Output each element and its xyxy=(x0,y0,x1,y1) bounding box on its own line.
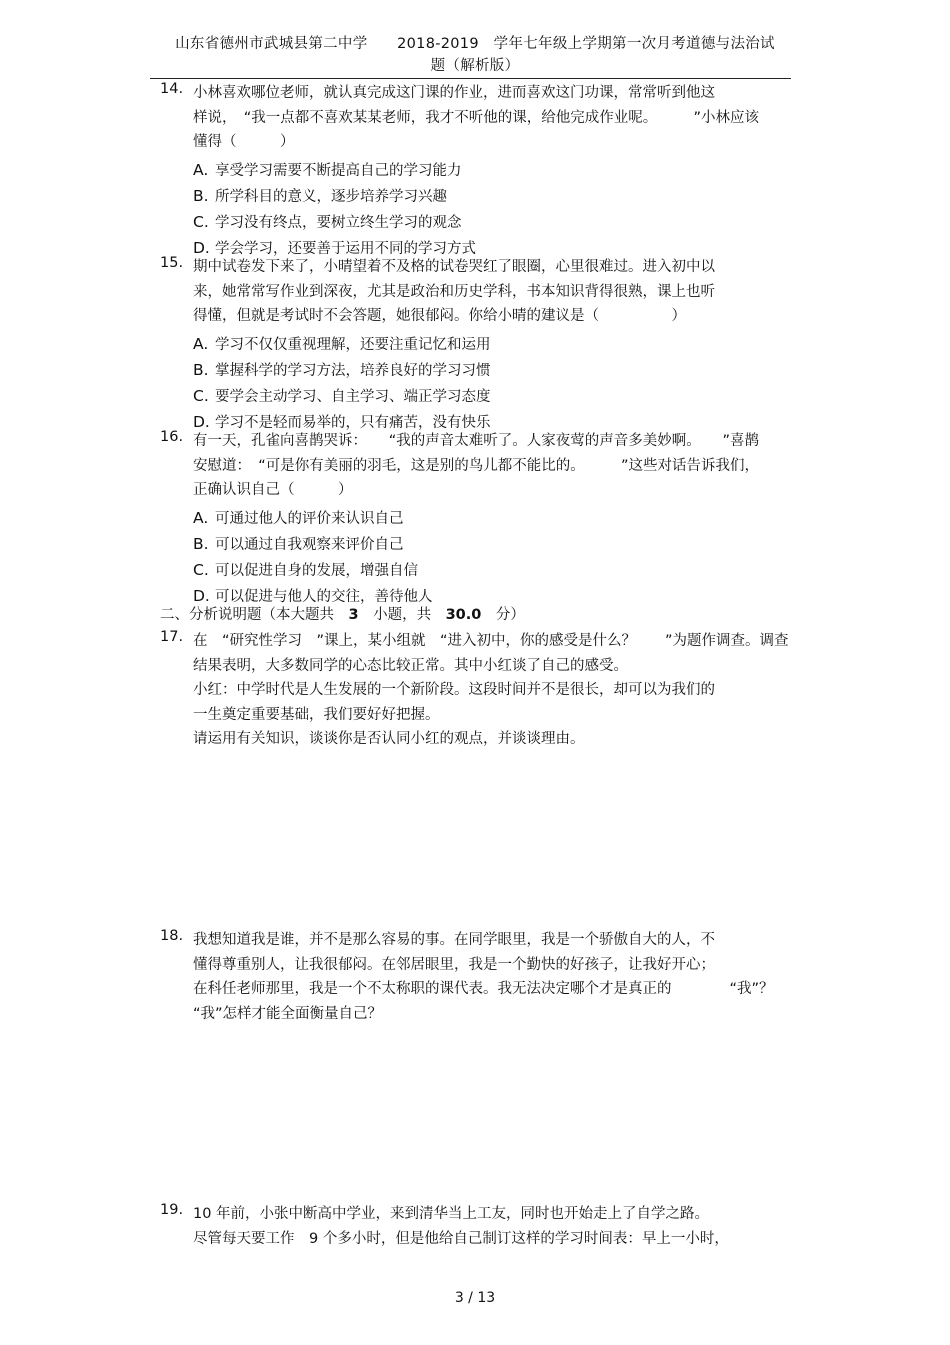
section-prefix: 二、分析说明题（本大题共 xyxy=(160,607,349,623)
option-text: 学习不仅仅重视理解，还要注重记忆和运用 xyxy=(215,336,491,353)
question-text-line: 小林喜欢哪位老师，就认真完成这门课的作业，进而喜欢这门功课，常常听到他这 xyxy=(193,85,715,101)
question-text-line: 懂得（ ） xyxy=(193,134,295,150)
question-text-line: “我”怎样才能全面衡量自己？ xyxy=(193,1005,383,1022)
option-text: 学会学习，还要善于运用不同的学习方式 xyxy=(215,240,476,257)
option-letter: A. xyxy=(193,508,209,527)
option-letter: C. xyxy=(193,560,209,579)
option-text: 可以促进自身的发展，增强自信 xyxy=(215,562,418,579)
page-header xyxy=(150,33,800,77)
option-c xyxy=(193,210,800,236)
question-text-line: 安慰道： “可是你有美丽的羽毛，这是别的鸟儿都不能比的。 ”这些对话告诉我们， xyxy=(193,457,760,474)
question-19 xyxy=(160,1202,800,1251)
option-a xyxy=(193,158,800,184)
question-text-line: 有一天，孔雀向喜鹊哭诉： “我的声音太难听了。人家夜莺的声音多美妙啊。 ”喜鹊 xyxy=(193,433,760,449)
option-text: 所学科目的意义，逐步培养学习兴趣 xyxy=(215,188,447,205)
question-text-line: 样说， “我一点都不喜欢某某老师，我才不听他的课，给他完成作业呢。 ”小林应该 xyxy=(193,109,760,126)
option-letter: A. xyxy=(193,334,209,353)
option-letter: D. xyxy=(193,586,210,605)
option-c xyxy=(193,384,800,410)
question-text-line: 期中试卷发下来了，小晴望着不及格的试卷哭红了眼圈，心里很难过。进入初中以 xyxy=(193,259,715,275)
question-number: 14. xyxy=(160,81,184,97)
section-heading xyxy=(160,603,525,627)
question-15 xyxy=(160,255,800,436)
option-text: 学习没有终点，要树立终生学习的观念 xyxy=(215,214,462,231)
option-text: 学习不是轻而易举的，只有痛苦，没有快乐 xyxy=(215,414,491,431)
question-number: 16. xyxy=(160,429,184,445)
option-text: 可以促进与他人的交往，善待他人 xyxy=(215,588,433,605)
option-list xyxy=(193,506,800,610)
question-text-line: 在科任老师那里，我是一个不太称职的课代表。我无法决定哪个才是真正的 “我”？ xyxy=(193,981,774,997)
section-mid: 小题，共 xyxy=(358,607,446,623)
page-number: 3 / 13 xyxy=(454,1290,496,1306)
question-16 xyxy=(160,429,800,610)
option-letter: C. xyxy=(193,386,209,405)
section-suffix: 分） xyxy=(481,607,525,623)
option-b xyxy=(193,532,800,558)
option-list xyxy=(193,332,800,436)
question-14 xyxy=(160,81,800,262)
option-letter: B. xyxy=(193,186,209,205)
option-letter: A. xyxy=(193,160,209,179)
header-divider xyxy=(150,78,791,79)
option-b xyxy=(193,358,800,384)
question-text-line: 我想知道我是谁，并不是那么容易的事。在同学眼里，我是一个骄傲自大的人，不 xyxy=(193,932,715,948)
option-letter: C. xyxy=(193,212,209,231)
question-text-line: 懂得尊重别人，让我很郁闷。在邻居眼里，我是一个勤快的好孩子，让我好开心； xyxy=(193,956,715,973)
option-text: 掌握科学的学习方法，培养良好的学习习惯 xyxy=(215,362,491,379)
option-list xyxy=(193,158,800,262)
question-text-line: 尽管每天要工作 9 个多小时，但是他给自己制订这样的学习时间表：早上一小时， xyxy=(193,1230,729,1247)
section-count: 3 xyxy=(348,607,359,623)
question-text-line: 来，她常常写作业到深夜，尤其是政治和历史学科，书本知识背得很熟，课上也听 xyxy=(193,283,715,300)
question-text-line: 小红：中学时代是人生发展的一个新阶段。这段时间并不是很长，却可以为我们的 xyxy=(193,682,715,698)
question-number: 17. xyxy=(160,629,184,645)
option-c xyxy=(193,558,800,584)
option-letter: B. xyxy=(193,534,209,553)
question-text-line: 得懂，但就是考试时不会答题，她很郁闷。你给小晴的建议是（ ） xyxy=(193,308,686,324)
option-letter: D. xyxy=(193,238,210,257)
question-text-line: 结果表明，大多数同学的心态比较正常。其中小红谈了自己的感受。 xyxy=(193,657,628,674)
question-18 xyxy=(160,928,800,1026)
option-text: 享受学习需要不断提高自己的学习能力 xyxy=(215,162,462,179)
option-letter: D. xyxy=(193,412,210,431)
option-text: 可通过他人的评价来认识自己 xyxy=(215,510,404,527)
section-score: 30.0 xyxy=(445,607,482,623)
option-text: 可以通过自我观察来评价自己 xyxy=(215,536,404,553)
question-text-line: 一生奠定重要基础，我们要好好把握。 xyxy=(193,706,440,723)
question-number: 18. xyxy=(160,928,184,944)
question-17 xyxy=(160,629,800,752)
option-text: 要学会主动学习、自主学习、端正学习态度 xyxy=(215,388,491,405)
header-title-line2: 题（解析版） xyxy=(430,58,520,74)
question-number: 19. xyxy=(160,1202,184,1218)
question-number: 15. xyxy=(160,255,184,271)
question-text-line: 10 年前，小张中断高中学业，来到清华当上工友，同时也开始走上了自学之路。 xyxy=(193,1206,710,1222)
question-text-line: 在 “研究性学习 ”课上，某小组就 “进入初中，你的感受是什么？ ”为题作调查。调查 xyxy=(193,633,789,649)
option-a xyxy=(193,506,800,532)
question-text-line: 正确认识自己（ ） xyxy=(193,482,353,498)
option-a xyxy=(193,332,800,358)
question-text-line: 请运用有关知识，谈谈你是否认同小红的观点，并谈谈理由。 xyxy=(193,731,585,747)
option-b xyxy=(193,184,800,210)
header-title-line1: 山东省德州市武城县第二中学 2018-2019 学年七年级上学期第一次月考道德与法治试 xyxy=(175,36,775,52)
option-letter: B. xyxy=(193,360,209,379)
